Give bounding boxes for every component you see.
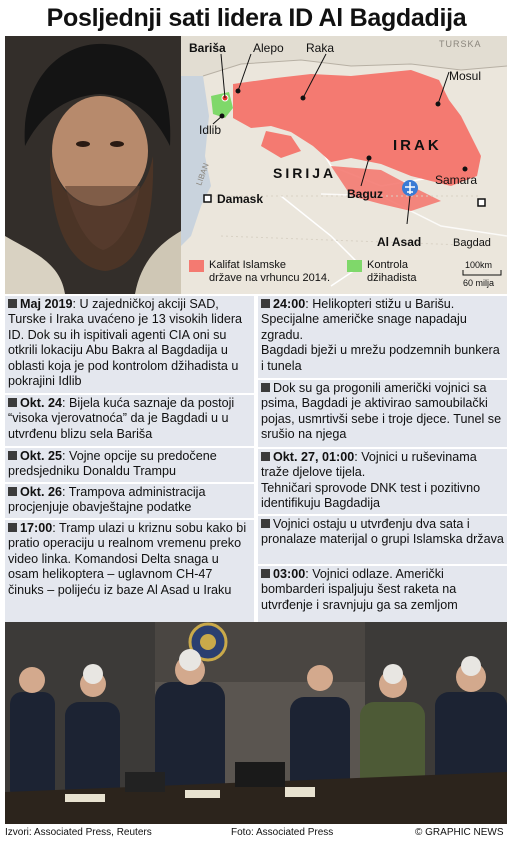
bullet-square-icon [8,487,17,496]
map-label-idlib: Idlib [199,123,222,137]
legend-caliphate-line1: Kalifat Islamske [209,259,287,271]
map-label-irak: IRAK [393,137,442,154]
timeline-date: Okt. 27, 01:00 [273,450,355,464]
footer-graphic-news: © GRAPHIC NEWS [415,827,504,838]
map-label-sirija: SIRIJA [273,165,337,181]
timeline-entry [258,294,507,378]
timeline-date: Maj 2019 [20,297,73,311]
timeline-entry [5,482,254,518]
timeline-entry [5,294,254,393]
bullet-square-icon [261,569,270,578]
map-label-baguz: Baguz [347,187,383,201]
map-label-bagdad: Bagdad [453,237,491,249]
bullet-square-icon [8,451,17,460]
map-label-mosul: Mosul [449,69,482,83]
timeline-date: Okt. 26 [20,485,62,499]
timeline-date: Okt. 24 [20,396,62,410]
timeline-text: : Vojne opcije su predočene predsjedniku Donaldu Trampu [8,449,217,479]
timeline-text: Vojnici ostaju u utvrđenju dva sata i pronalaze materijal o grupi Islamska država [261,517,504,547]
map-label-alepo: Alepo [253,41,284,55]
map-label-barisa: Bariša [189,41,226,55]
legend-caliphate-line2: države na vrhuncu 2014. [209,272,331,284]
timeline-text: : Vojnici u ruševinama traže djelove tijela. [261,450,477,480]
map-label-raka: Raka [306,41,335,55]
bullet-square-icon [261,452,270,461]
timeline-text: : Tramp ulazi u kriznu sobu kako bi pratio operaciju u realnom vremenu preko video linka. Komandosi Delta snaga u osam helikoptera – uglavnom CH-47 činuks – polijeću iz baze Al Asad u Iraku [8,521,247,597]
timeline-text: : U zajedničkoj akciji SAD, Turske i Iraka uvaćeno je 13 visokih lidera ID. Dok su ih ispitivali agenti CIA oni su otkrili lokaciju Abu Bakra al Bagdadija u oblasti koja je pod kontrolom džihadista u pokrajini Idlib [8,297,243,389]
timeline-text: : Bijela kuća saznaje da postoji “visoka vjerovatnoća” da je Bagdadi u u utvrđenu blizu sela Bariša [8,396,235,441]
bullet-square-icon [8,299,17,308]
timeline-left [5,294,254,622]
timeline-date: 03:00 [273,567,306,581]
timeline-date: 17:00 [20,521,53,535]
timeline-text: : Vojnici odlaze. Američki bombarderi ispaljuju šest raketa na utvrđenje i sravnjuju ga sa zemljom [261,567,458,612]
page-title: Posljednji sati lidera ID Al Bagdadija [46,4,467,32]
map-label-turska: TURSKA [439,39,482,49]
map-label-libanon: LIBAN [194,161,211,187]
timeline-entry [5,393,254,446]
timeline-right [258,294,507,622]
map-label-damask: Damask [217,192,264,206]
scale-miles: 60 milja [463,278,495,288]
legend-jihadist-line2: džihadista [367,272,417,284]
footer-sources: Izvori: Associated Press, Reuters [5,827,152,838]
region-map [181,36,507,294]
timeline-entry [258,447,507,514]
timeline-entry [5,518,254,622]
timeline-extra-text: Tehničari sprovode DNK test i pozitivno identifikuju Bagdadija [261,480,481,511]
bullet-square-icon [8,523,17,532]
bullet-square-icon [261,383,270,392]
timeline-text: : Helikopteri stižu u Barišu. Specijalne američke snage napadaju zgradu. [261,297,467,342]
situation-room-photo [5,622,507,824]
map-label-samara: Samara [435,173,478,187]
scale-km: 100km [465,260,493,270]
timeline-entry [258,378,507,447]
bullet-square-icon [261,519,270,528]
map-label-al-asad: Al Asad [377,235,422,249]
legend-jihadist-line1: Kontrola [367,259,408,271]
timeline-extra-text: Bagdadi bježi u mrežu podzemnih bunkera i tunela [261,343,500,373]
portrait-photo [5,36,181,294]
timeline-text: : Trampova administracija procjenjuje obavještajne podatke [8,485,206,515]
timeline-date: 24:00 [273,297,306,311]
timeline-entry [5,446,254,482]
timeline-text: Dok su ga progonili američki vojnici sa psima, Bagdadi je aktivirao samoubilački pojas, usmrtivši sebe i troje djece. Tunel se srušio na njega [261,381,502,442]
bullet-square-icon [261,299,270,308]
bullet-square-icon [8,398,17,407]
footer-photo-credit: Foto: Associated Press [231,827,334,838]
timeline-date: Okt. 25 [20,449,62,463]
timeline-entry [258,514,507,564]
timeline-entry [258,564,507,622]
